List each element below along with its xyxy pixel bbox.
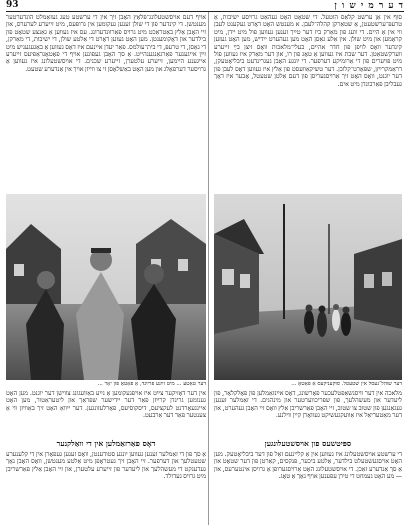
journal-title: ד ע ר מ י ש ו ן xyxy=(334,1,404,11)
right-section-heading: ספּיטשעס פון אויסשטעלונגען xyxy=(264,439,352,448)
paragraph: אַ סך פון די זאַמלער זענען געווען יונגע סטודענטן, וואָס זענען געפאָרן אין די קלענערע שטעטלעך און דערפער. זיי האָבן זיך געטראָפן מיט אַלטע מענטשן, וואָס האָבן נאָך געדענקט די מעשהלעך און ליעדער פון זייערע עלטערן, און זיי האָבן אַלץ פאַרשריבן מיט גרויס געדולד. xyxy=(6,451,206,481)
group-photo-caption: דער טאַטע ... מיט זײַנע פרײַנד, אַ פאָטאָ פון יאָר ... xyxy=(97,381,206,387)
left-section-heading: דאָס פאַרזאַמלען אין די וואַלקנער xyxy=(56,439,156,448)
left-column-bottom-text xyxy=(6,390,206,438)
page-header xyxy=(6,0,404,12)
right-column-bottom-text xyxy=(214,390,402,438)
street-scene-image xyxy=(214,194,402,380)
page-number: 93 xyxy=(6,0,19,10)
paragraph: סוף אין אַן ערשט קלאַס הוטעל. די שטאָט האָט געהאַט גרויסע ישיבות, אַ טרעפּ־ערשטעטן, אַ שטאַרקן קהלה־לעבן. א מענטש האָט דאָרט געקענט לעבן ווי אין אַ היים. די וועג פון מאַרק ביז דער טײַך זענען געווען פול מיט יידן, מיט קראָמען און מיט שולן. אין אַלע גאַסן האָט מען געהערט יידיש, מען האָט געזען קינדער וואָס לויפן פון חדר אהיים, בעלי־מלאכות וואָס זיצן בײַ זייערע ווערקשטאַטן. דער שבת איז געווען אַ טאָג פון רו, און דער מאַרק איז געווען פול מיט פּויערים פון די אַרומיקע דערפער. די יונגע האָבן געגרינדעט ביבליאָטעקן, דראַמקרײַזן, שפּאָרט־קלובן. דער טשיקאַוועסט פון אַלץ איז געווען דאָס לעבן פון דער יוגנט, וואָס האָט זיך אַרויסגעריסן פון דעם אַלטן שטעטל, אָבער איז דאָך געבליבן פאַרבונדן מיט אים. xyxy=(214,14,402,88)
column-divider xyxy=(208,12,209,525)
paragraph: די ערשטע אויסשטעלונג איז געווען אין אַ קליינעם זאַל פון דער ביבליאָטעק. מען האָט אויסגעשטעלט בילדער, אַלטע ביכער, פּנקסים, קאַרטן פון דער שטאָט און אַ סך אַנדערע זאַכן. די אויסשטעלונג האָט אַרויסגערופן אַ גרויסן אינטערעס, און — מע האָט געמוזט די טירן עפענען אויף נאָך אַ טאָג. xyxy=(214,451,402,481)
right-column-heading-text xyxy=(214,451,402,523)
group-portrait-photo xyxy=(6,194,206,380)
paragraph: אין דער דאָזיקער צײַט איז אויפגעקומען אַ נײַע באַוועגונג צווישן דער יוגנט. מען האָט גענומען גרינדן קרײַזן פאַר דער יידישער שפּראַך און ליטעראַטור, מען האָט איינגעאָרדנט לעקציעס, דיסקוסיעס, פאָרלעזונגען. דער ייִוואָ האָט זיך באַוויזן ווי אַ צענטער פאַר דער אַרבעט. xyxy=(6,390,206,420)
street-photo-caption: דער שוהל־געסל אין שטעטל. סוקעניקעס אַ פּאָטאָ ... xyxy=(291,381,402,387)
paragraph: מלאכה אין דער וויסנשאַפטלעכער פאָרשונג, דאָס אײַנזאַמלען פון פאָלקלאָר, פון ליעדער און מעשהלעך, פון שפּריכווערטער און מינהגים. די זאַמלער זענען געגאַנגען פון שטוב צו שטוב, זיי האָבן פאַרשריבן אַלץ וואָס זיי האָבן געהערט, און דער מאַטעריאַל איז אַוועקגעשיקט געוואָרן קיין ווילנע. xyxy=(214,390,402,420)
group-portrait-image xyxy=(6,194,206,380)
left-column-heading-text xyxy=(6,451,206,523)
left-column-top-text xyxy=(6,14,206,190)
street-scene-photo xyxy=(214,194,402,380)
paragraph: אויף דעם אויסשטעלונג־פּלאַץ האָבן זיך אין די ערשטע טעג געזאַמלט הונדערטער מענטשן. די קינדער פון די שולן זענען געקומען אין גרופּעס, מיט זייערע לערערס, און זיי האָבן אַלץ באַטראַכט מיט גרויס פאַרווּנדערונג. עס איז געווען אַ גאַנצע שטאָט פון בילדער און דאָקומענטן. מען האָט געזען דאָרט די אַלטע שולן, די ישיבות, די מאַרקן, די גאַסן, די טרעפּ, די בית־עולמס. פאַר יעדן איינעם איז דאָס געווען אַ באַגעגעניש מיט זײַן אייגענער פאַרגאַנגענהייט. אַ סך האָבן געפונען אויף די פאָטאָגראַפיעס זייערע אייגענע היימען, זייערע עלטערן, זייערע שכנים. די אויסשטעלונג איז געווען אַ גרויסער דערפאָלג און מען האָט באַשלאָסן זי צו ווייזן אויך אין אַנדערע שטעט. xyxy=(6,14,206,73)
right-column-top-text xyxy=(214,14,402,190)
